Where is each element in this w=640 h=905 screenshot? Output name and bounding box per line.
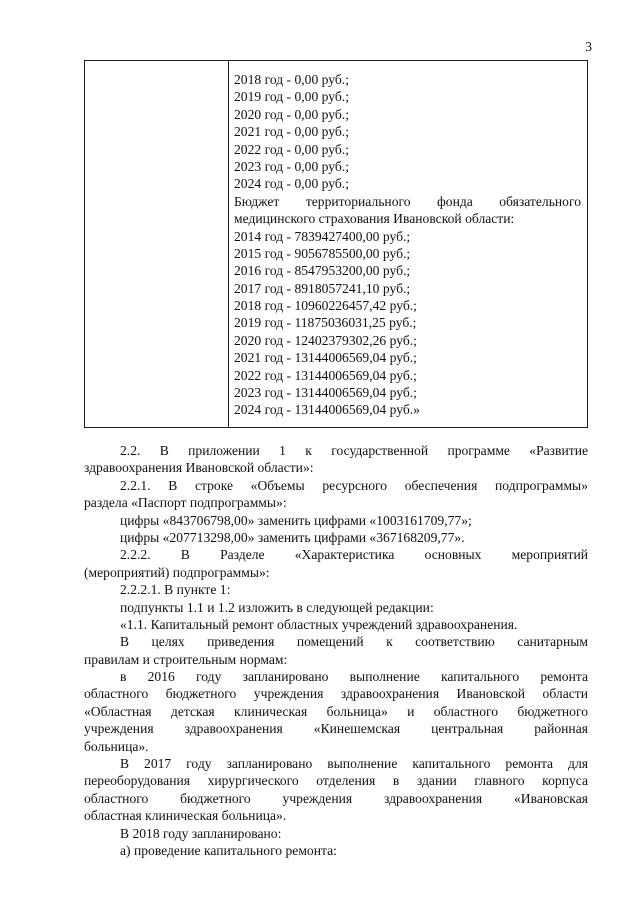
- year-2016-line-5: больница».: [84, 738, 149, 754]
- funding-line: 2022 год - 0,00 руб.;: [234, 141, 349, 157]
- fund-heading-line-2: медицинского страхования Ивановской области:: [234, 211, 515, 227]
- fund-line: 2014 год - 7839427400,00 руб.;: [234, 228, 411, 244]
- fund-line: 2017 год - 8918057241,10 руб.;: [234, 280, 411, 296]
- page-number: 3: [585, 39, 592, 54]
- funding-line: 2019 год - 0,00 руб.;: [234, 89, 349, 105]
- funding-line: 2020 год - 0,00 руб.;: [234, 106, 349, 122]
- funding-line: 2018 год - 0,00 руб.;: [234, 72, 349, 87]
- fund-line: 2019 год - 11875036031,25 руб.;: [234, 315, 417, 331]
- paragraph-2-2-2-1: 2.2.2.1. В пункте 1:: [120, 582, 231, 598]
- year-2017-line-2: переоборудования хирургического отделения в здании главного корпуса: [84, 773, 588, 789]
- year-2016-line-2: областного бюджетного учреждения здравоохранения Ивановской области: [84, 686, 588, 702]
- resource-table: [84, 60, 588, 428]
- year-2017-line-4: областная клиническая больница».: [84, 808, 287, 824]
- fund-line: 2023 год - 13144006569,04 руб.;: [234, 385, 417, 401]
- purpose-line-1: В целях приведения помещений к соответствию санитарным: [120, 634, 588, 650]
- fund-line: 2022 год - 13144006569,04 руб.;: [234, 367, 417, 383]
- year-2016-line-4: учреждения здравоохранения «Кинешемская центральная районная: [84, 721, 588, 737]
- item-1-1-heading: «1.1. Капитальный ремонт областных учреждений здравоохранения.: [120, 616, 518, 632]
- table-cell-funding: [234, 71, 581, 419]
- funding-line: 2023 год - 0,00 руб.;: [234, 158, 349, 174]
- paragraph-2-2-1-line-2: раздела «Паспорт подпрограммы»:: [84, 495, 287, 511]
- year-2016-line-1: в 2016 году запланировано выполнение капитального ремонта: [120, 669, 588, 685]
- fund-line: 2021 год - 13144006569,04 руб.;: [234, 350, 417, 366]
- year-2016-line-3: «Областная детская клиническая больница» и областного бюджетного: [84, 703, 588, 719]
- year-2018-heading: В 2018 году запланировано:: [120, 825, 282, 841]
- table-column-divider: [228, 61, 229, 427]
- funding-line: 2024 год - 0,00 руб.;: [234, 176, 349, 192]
- year-2017-line-1: В 2017 году запланировано выполнение капитального ремонта для: [120, 756, 588, 772]
- fund-line: 2020 год - 12402379302,26 руб.;: [234, 332, 417, 348]
- paragraph-2-2-line-1: 2.2. В приложении 1 к государственной программе «Развитие: [120, 443, 588, 458]
- paragraph-2-2-2-line-1: 2.2.2. В Разделе «Характеристика основных мероприятий: [120, 547, 588, 563]
- paragraph-2-2-1-line-1: 2.2.1. В строке «Объемы ресурсного обеспечения подпрограммы»: [120, 477, 588, 493]
- funding-line: 2021 год - 0,00 руб.;: [234, 124, 349, 140]
- fund-line: 2016 год - 8547953200,00 руб.;: [234, 263, 411, 279]
- purpose-line-2: правилам и строительным нормам:: [84, 651, 288, 667]
- document-body: [84, 442, 588, 859]
- fund-line: 2018 год - 10960226457,42 руб.;: [234, 298, 417, 314]
- paragraph-2-2-line-2: здравоохранения Ивановской области»:: [84, 460, 314, 476]
- item-a-heading: а) проведение капитального ремонта:: [120, 842, 337, 858]
- paragraph-2-2-2-line-2: (мероприятий) подпрограммы»:: [84, 564, 270, 580]
- replacement-line-2: цифры «207713298,00» заменить цифрами «367168209,77».: [120, 529, 465, 545]
- subitems-instruction: подпункты 1.1 и 1.2 изложить в следующей редакции:: [120, 599, 434, 615]
- fund-line: 2024 год - 13144006569,04 руб.»: [234, 402, 420, 418]
- year-2017-line-3: областного бюджетного учреждения здравоохранения «Ивановская: [84, 790, 588, 806]
- replacement-line-1: цифры «843706798,00» заменить цифрами «1003161709,77»;: [120, 512, 472, 528]
- fund-heading-line-1: Бюджет территориального фонда обязательного: [234, 193, 581, 209]
- fund-line: 2015 год - 9056785500,00 руб.;: [234, 245, 411, 261]
